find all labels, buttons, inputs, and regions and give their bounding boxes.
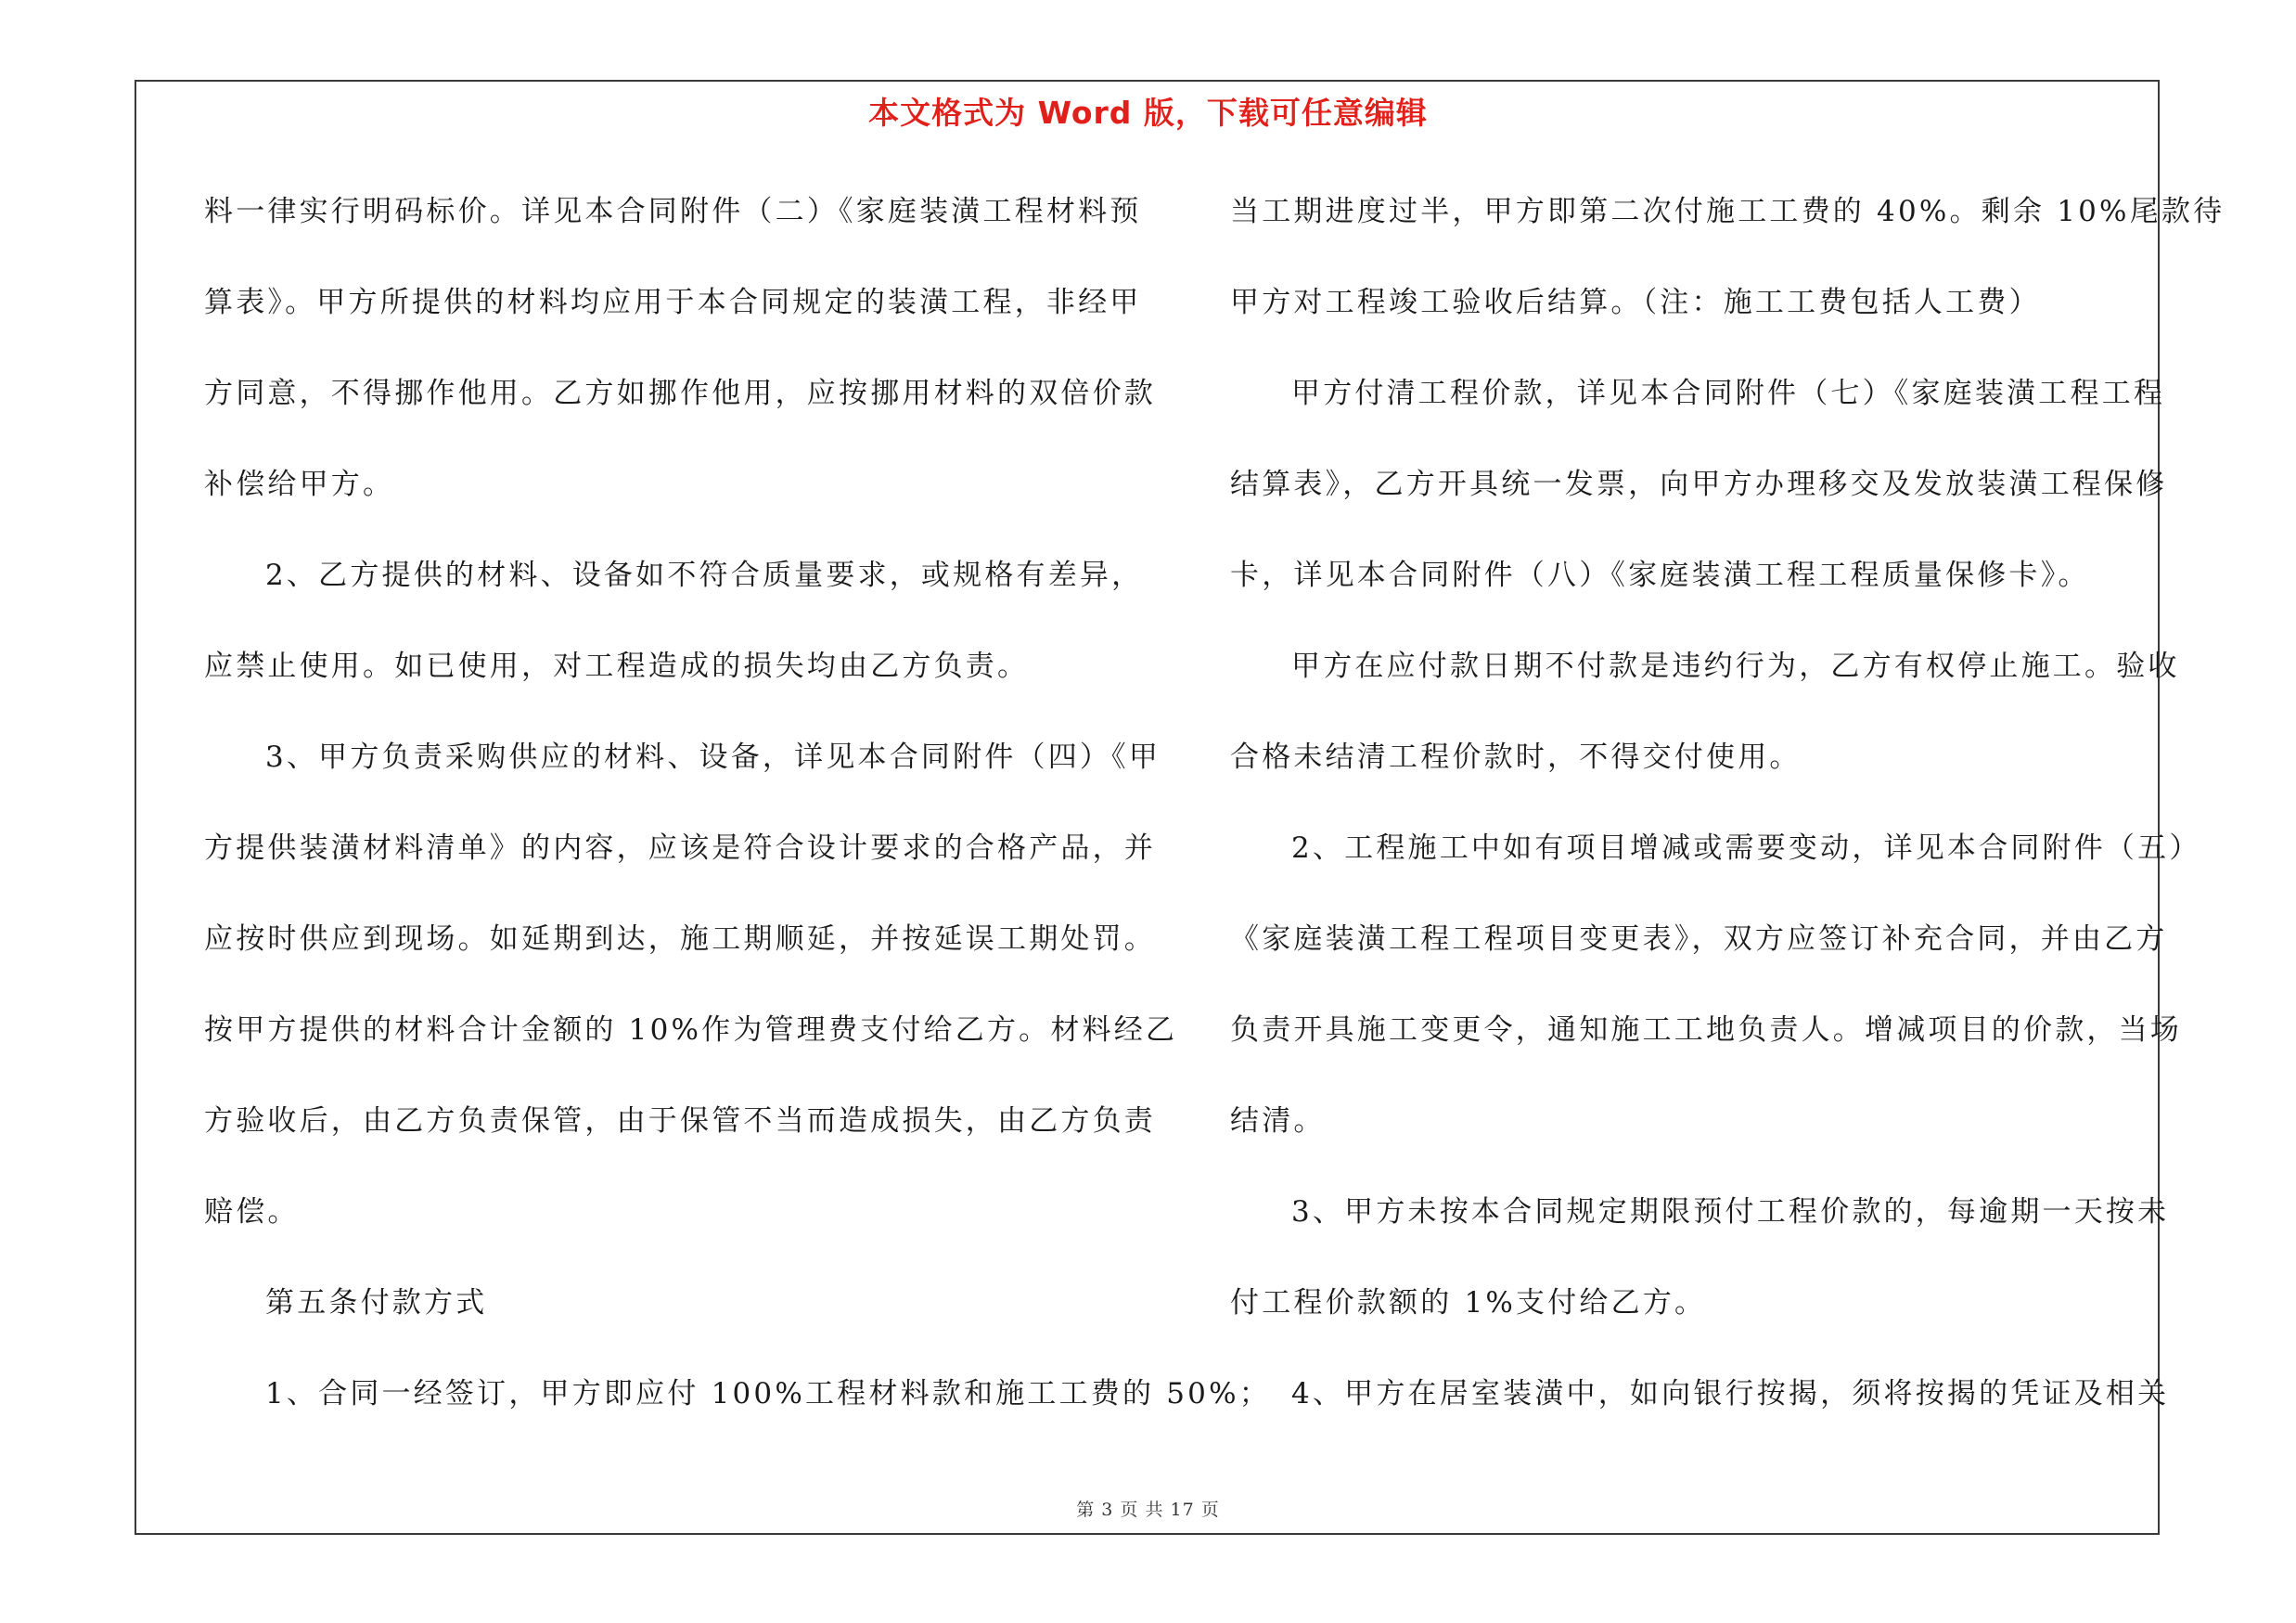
text-line: 甲方付清工程价款，详见本合同附件（七）《家庭装潢工程工程 bbox=[1291, 377, 2166, 410]
text-line: 赔偿。 bbox=[204, 1195, 300, 1229]
text-line: 甲方对工程竣工验收后结算。（注：施工工费包括人工费） bbox=[1230, 286, 2041, 319]
text-line: 方同意，不得挪作他用。乙方如挪作他用，应按挪用材料的双倍价款 bbox=[204, 377, 1156, 410]
text-line: 负责开具施工变更令，通知施工工地负责人。增减项目的价款，当场 bbox=[1230, 1013, 2182, 1047]
text-line: 应按时供应到现场。如延期到达，施工期顺延，并按延误工期处罚。 bbox=[204, 922, 1156, 956]
text-line: 结算表》，乙方开具统一发票，向甲方办理移交及发放装潢工程保修 bbox=[1230, 468, 2168, 501]
text-line: 卡，详见本合同附件（八）《家庭装潢工程工程质量保修卡》。 bbox=[1230, 559, 2090, 592]
text-line: 付工程价款额的 1%支付给乙方。 bbox=[1230, 1286, 1707, 1320]
text-line: 甲方在应付款日期不付款是违约行为，乙方有权停止施工。验收 bbox=[1291, 650, 2180, 683]
text-line: 3、甲方未按本合同规定期限预付工程价款的，每逾期一天按未 bbox=[1291, 1195, 2170, 1229]
text-line: 补偿给甲方。 bbox=[204, 468, 395, 501]
text-line: 当工期进度过半，甲方即第二次付施工工费的 40%。剩余 10%尾款待 bbox=[1230, 195, 2225, 228]
text-line: 应禁止使用。如已使用，对工程造成的损失均由乙方负责。 bbox=[204, 650, 1030, 683]
text-line: 《家庭装潢工程工程项目变更表》，双方应签订补充合同，并由乙方 bbox=[1230, 922, 2168, 956]
text-line: 料一律实行明码标价。详见本合同附件（二）《家庭装潢工程材料预 bbox=[204, 195, 1142, 228]
text-line: 2、工程施工中如有项目增减或需要变动，详见本合同附件（五） bbox=[1291, 831, 2201, 865]
left-column bbox=[204, 184, 1271, 1457]
text-line: 按甲方提供的材料合计金额的 10%作为管理费支付给乙方。材料经乙 bbox=[204, 1013, 1178, 1047]
text-line: 4、甲方在居室装潢中，如向银行按揭，须将按揭的凭证及相关 bbox=[1291, 1377, 2170, 1410]
page-footer: 第 3 页 共 17 页 bbox=[1076, 1500, 1220, 1520]
text-line: 算表》。甲方所提供的材料均应用于本合同规定的装潢工程，非经甲 bbox=[204, 286, 1142, 319]
text-line: 2、乙方提供的材料、设备如不符合质量要求，或规格有差异， bbox=[265, 559, 1144, 592]
text-line: 方提供装潢材料清单》的内容，应该是符合设计要求的合格产品，并 bbox=[204, 831, 1156, 865]
text-line: 方验收后，由乙方负责保管，由于保管不当而造成损失，由乙方负责 bbox=[204, 1104, 1156, 1138]
text-line: 第五条付款方式 bbox=[265, 1286, 488, 1320]
text-line: 1、合同一经签订，甲方即应付 100%工程材料款和施工工费的 50%； bbox=[265, 1377, 1271, 1410]
right-column bbox=[1230, 184, 2225, 1457]
text-line: 3、甲方负责采购供应的材料、设备，详见本合同附件（四）《甲 bbox=[265, 741, 1161, 774]
text-line: 合格未结清工程价款时，不得交付使用。 bbox=[1230, 741, 1802, 774]
text-line: 结清。 bbox=[1230, 1104, 1326, 1138]
format-banner: 本文格式为 Word 版，下载可任意编辑 bbox=[868, 95, 1428, 131]
